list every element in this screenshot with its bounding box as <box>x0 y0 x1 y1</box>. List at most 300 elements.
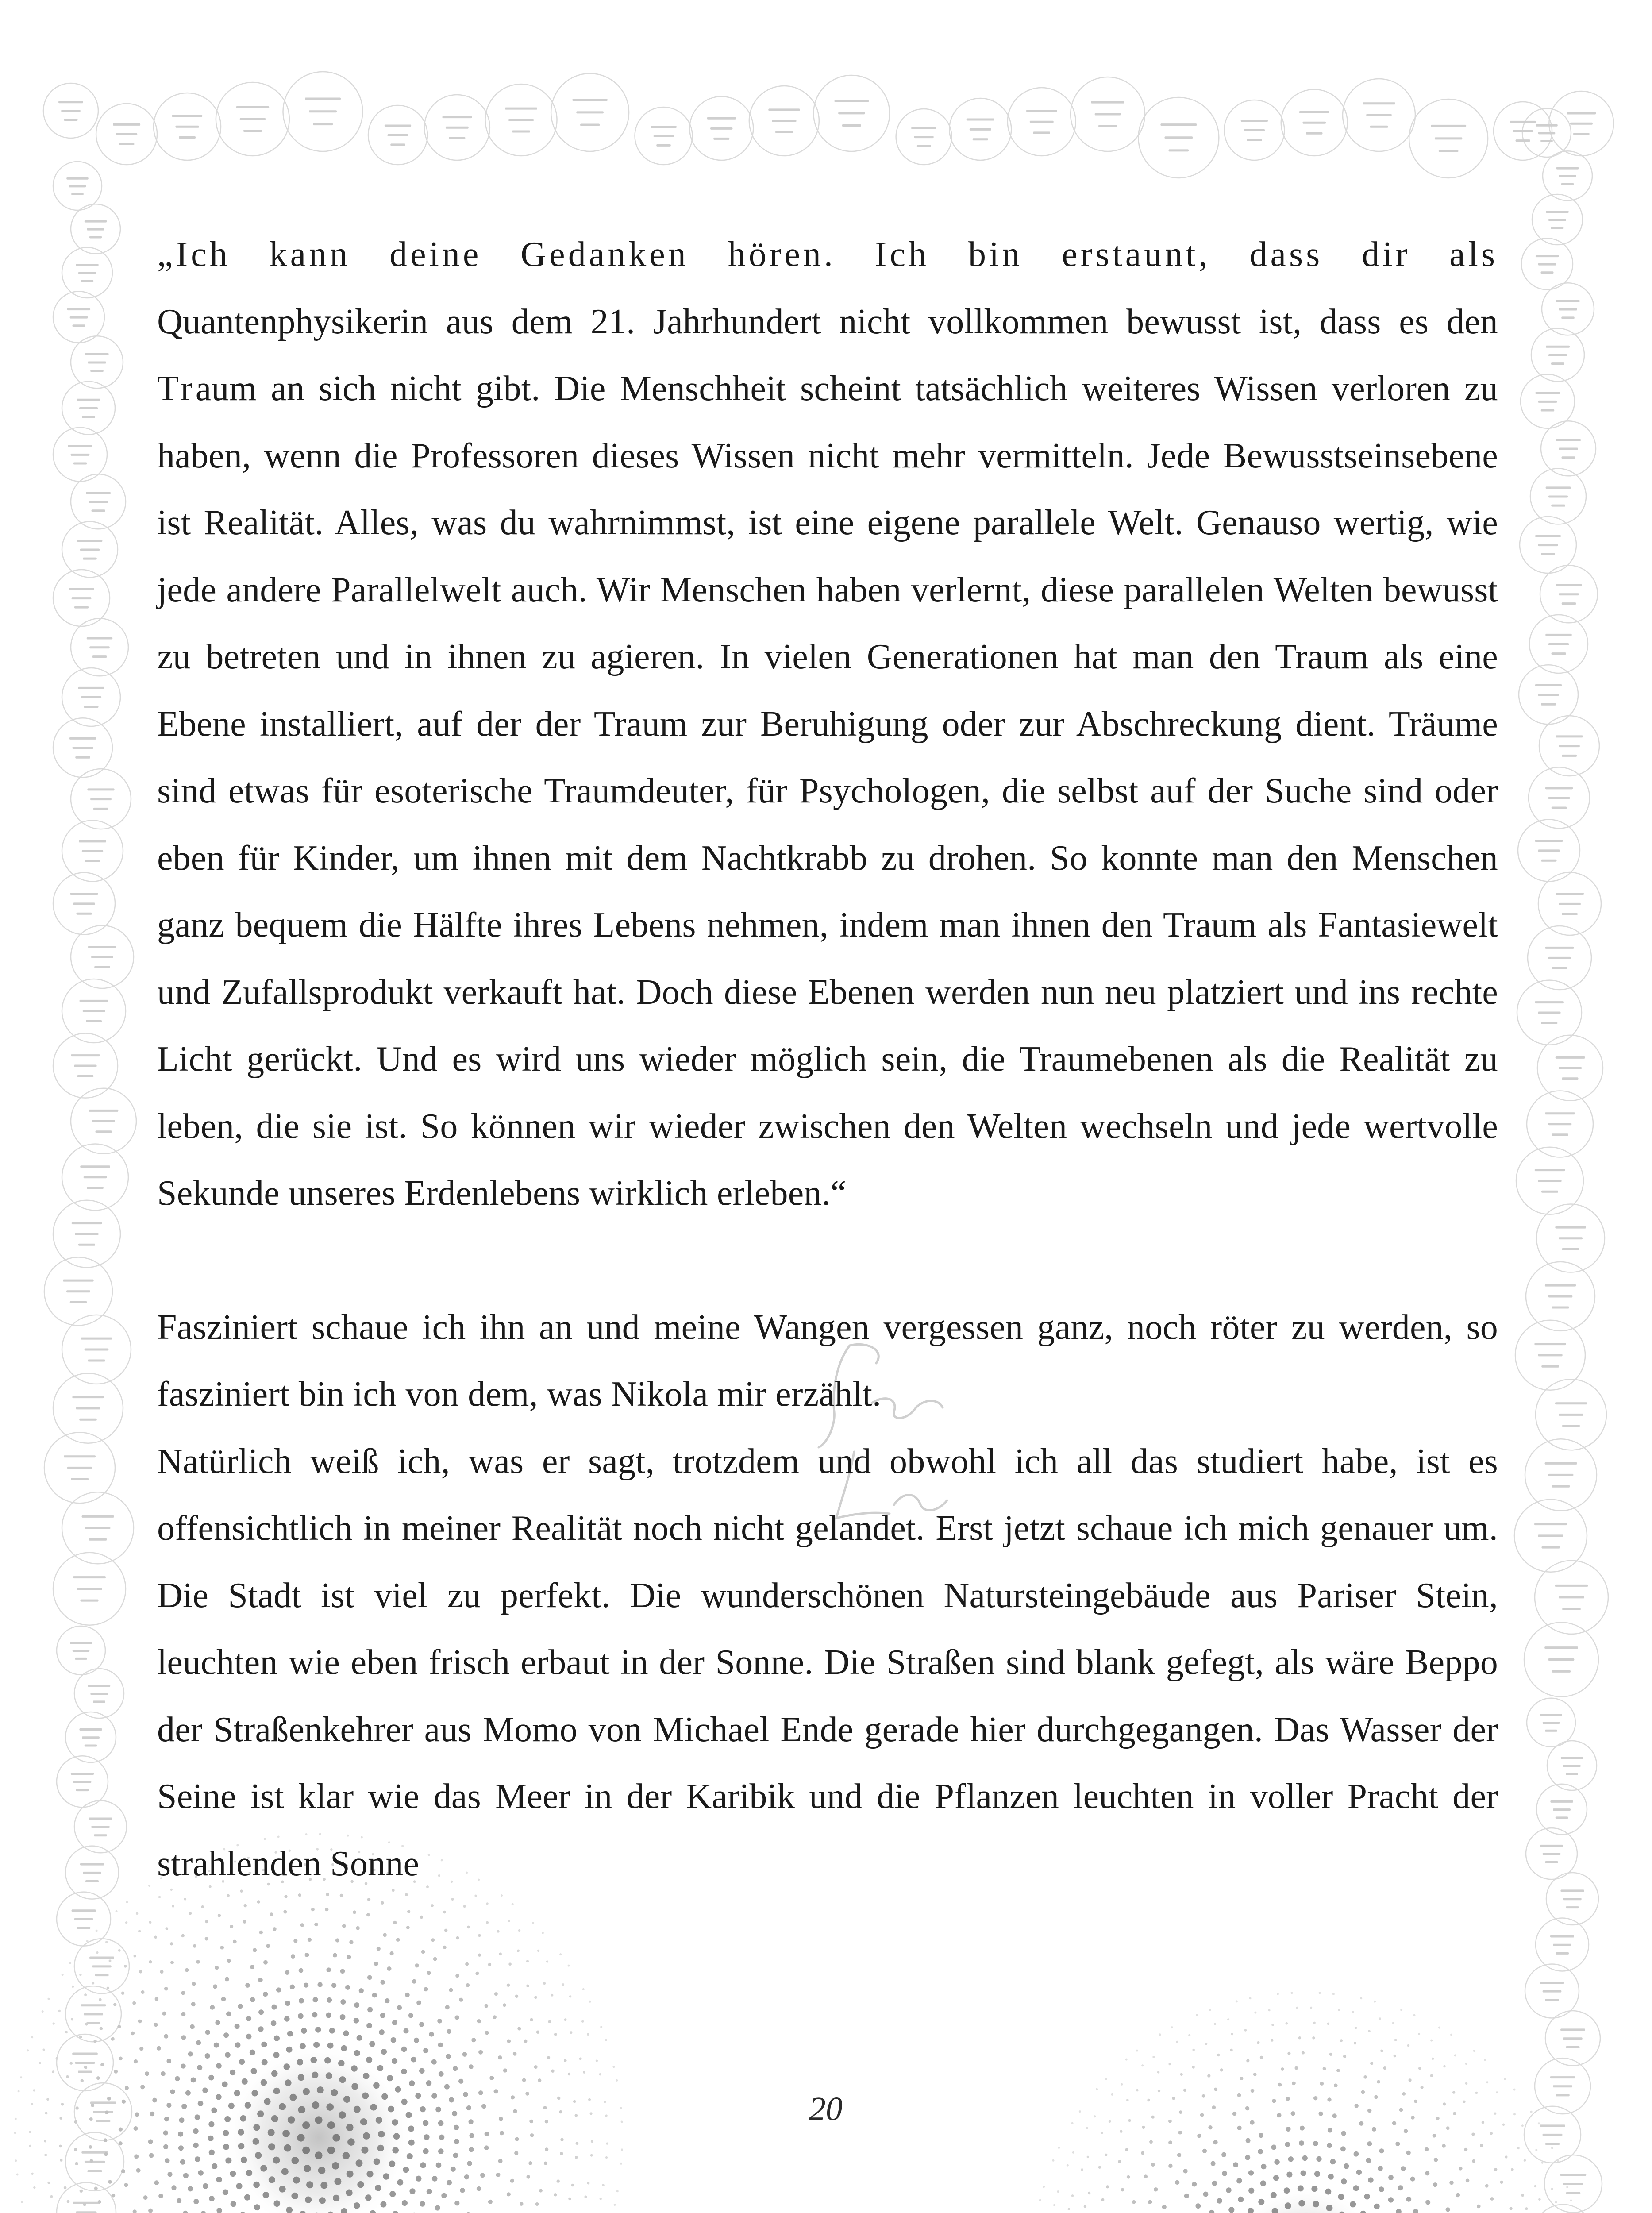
mandala-dot <box>132 2001 136 2005</box>
mandala-dot <box>581 2020 584 2023</box>
mandala-dot <box>138 2020 142 2024</box>
mandala-dot <box>205 2030 210 2035</box>
affirmation-circle-mark <box>72 1396 104 1398</box>
affirmation-circle-mark <box>1538 401 1557 403</box>
mandala-dot <box>250 2050 255 2055</box>
mandala-dot <box>74 2120 77 2124</box>
mandala-dot <box>190 2024 195 2029</box>
mandala-dot <box>444 2084 450 2090</box>
mandala-dot <box>397 2005 402 2010</box>
mandala-dot <box>1158 2090 1160 2092</box>
mandala-dot <box>1551 2147 1553 2149</box>
mandala-dot <box>138 1930 141 1932</box>
mandala-dot <box>1286 2022 1288 2025</box>
mandala-dot <box>1482 2121 1484 2124</box>
mandala-dot <box>1541 2162 1544 2164</box>
mandala-dot <box>42 2010 44 2013</box>
mandala-dot <box>424 2134 429 2140</box>
affirmation-circle-mark <box>96 2120 111 2122</box>
mandala-dot <box>1068 2208 1071 2210</box>
mandala-dot <box>1383 2066 1386 2070</box>
affirmation-circle-mark <box>240 118 266 120</box>
mandala-dot <box>107 1987 110 1990</box>
mandala-dot <box>1301 2171 1306 2176</box>
mandala-dot <box>507 1984 510 1987</box>
mandala-dot <box>475 1972 479 1975</box>
mandala-dot <box>161 2071 166 2076</box>
mandala-dot <box>437 2019 442 2024</box>
mandala-dot <box>1396 2209 1401 2213</box>
mandala-dot <box>1260 2180 1266 2186</box>
mandala-dot <box>1325 2189 1331 2195</box>
affirmation-circle-mark <box>505 108 537 110</box>
affirmation-circle-mark <box>88 362 106 364</box>
mandala-dot <box>234 2090 240 2096</box>
mandala-dot <box>393 1921 397 1924</box>
mandala-dot <box>1330 2159 1336 2164</box>
mandala-dot <box>486 1921 489 1924</box>
mandala-dot <box>126 1901 128 1903</box>
mandala-dot <box>395 2086 401 2093</box>
mandala-dot <box>535 2202 539 2206</box>
mandala-dot <box>590 2112 593 2115</box>
mandala-dot <box>366 2023 372 2028</box>
mandala-dot <box>47 2182 50 2184</box>
mandala-dot <box>1364 2194 1370 2199</box>
mandala-dot <box>283 1910 287 1914</box>
mandala-dot <box>27 2049 29 2051</box>
mandala-dot <box>493 2015 497 2019</box>
mandala-dot <box>526 1985 529 1988</box>
mandala-dot <box>1459 2167 1463 2171</box>
affirmation-circle-mark <box>87 637 113 640</box>
mandala-dot <box>367 2007 373 2012</box>
affirmation-circle-mark <box>508 119 534 121</box>
affirmation-circle-mark <box>86 2022 100 2024</box>
mandala-dot <box>383 2173 389 2180</box>
mandala-dot <box>1505 2155 1507 2158</box>
mandala-dot <box>1183 2169 1188 2173</box>
mandala-dot <box>1450 2034 1452 2036</box>
mandala-dot <box>305 2197 312 2203</box>
mandala-dot <box>149 2153 154 2158</box>
mandala-dot <box>180 2159 185 2165</box>
mandala-dot <box>1418 2067 1421 2070</box>
mandala-dot <box>545 2120 548 2123</box>
mandala-dot <box>378 2131 385 2137</box>
affirmation-circle-mark <box>77 1927 91 1929</box>
mandala-dot <box>1072 2151 1074 2154</box>
mandala-dot <box>530 2133 534 2137</box>
mandala-dot <box>1271 2192 1277 2198</box>
affirmation-circle-mark <box>1541 703 1556 706</box>
mandala-dot <box>423 2148 429 2154</box>
mandala-dot <box>513 2052 517 2056</box>
mandala-dot <box>1453 2112 1456 2115</box>
mandala-dot <box>108 2180 112 2184</box>
mandala-dot <box>435 2205 440 2211</box>
mandala-dot <box>143 2195 148 2200</box>
mandala-dot <box>1288 2156 1294 2162</box>
mandala-dot <box>376 2117 382 2124</box>
mandala-dot <box>202 2088 208 2093</box>
mandala-dot <box>480 2173 485 2178</box>
mandala-dot <box>1496 2091 1498 2093</box>
mandala-dot <box>392 2147 399 2154</box>
mandala-dot <box>1367 2141 1372 2146</box>
affirmation-circle-mark <box>85 2161 105 2163</box>
mandala-dot <box>300 2043 306 2049</box>
affirmation-circle-mark <box>914 136 934 138</box>
mandala-dot <box>1421 2086 1424 2089</box>
affirmation-circle-mark <box>81 2151 108 2154</box>
mandala-dot <box>1217 2198 1222 2203</box>
mandala-dot <box>568 2073 571 2076</box>
mandala-dot <box>538 2078 541 2082</box>
mandala-dot <box>141 1990 145 1994</box>
mandala-dot <box>424 1987 428 1991</box>
mandala-dot <box>455 1974 459 1978</box>
mandala-dot <box>205 1920 208 1923</box>
mandala-dot <box>250 1965 254 1969</box>
mandala-dot <box>183 2211 188 2213</box>
affirmation-circle-mark <box>1562 755 1577 757</box>
mandala-dot <box>548 2020 551 2023</box>
mandala-dot <box>205 2053 210 2059</box>
mandala-dot <box>599 2073 601 2075</box>
mandala-dot <box>79 2036 82 2039</box>
mandala-dot <box>420 2201 425 2207</box>
mandala-dot <box>253 2182 260 2188</box>
mandala-dot <box>551 1994 553 1997</box>
affirmation-circle-mark <box>580 124 600 126</box>
affirmation-circle-mark <box>443 116 472 118</box>
mandala-dot <box>383 1933 387 1937</box>
affirmation-circle-mark <box>1556 735 1583 737</box>
mandala-dot <box>1466 2179 1470 2183</box>
affirmation-circle-mark <box>79 840 106 842</box>
mandala-dot <box>100 2027 103 2030</box>
mandala-dot <box>239 2059 245 2065</box>
mandala-dot <box>122 2100 126 2104</box>
mandala-dot <box>314 1923 318 1927</box>
mandala-dot <box>356 2159 363 2167</box>
mandala-dot <box>332 2162 339 2170</box>
affirmation-circle-mark <box>1566 1773 1578 1775</box>
mandala-dot <box>1254 2012 1256 2014</box>
mandala-dot <box>420 2162 426 2168</box>
mandala-dot <box>584 2196 587 2198</box>
mandala-dot <box>326 1967 331 1972</box>
mandala-dot <box>20 2076 22 2078</box>
mandala-dot <box>193 2128 199 2134</box>
mandala-dot <box>1081 2168 1083 2171</box>
mandala-dot <box>488 2200 493 2204</box>
affirmation-circle-mark <box>1538 1011 1560 1014</box>
mandala-dot <box>1154 2187 1158 2191</box>
mandala-dot <box>304 2165 311 2172</box>
affirmation-circle-mark <box>1540 1982 1564 1984</box>
mandala-dot <box>1222 2171 1227 2176</box>
affirmation-circle-mark <box>1545 1112 1575 1114</box>
affirmation-circle-mark <box>1545 947 1574 949</box>
mandala-dot <box>1298 2200 1305 2207</box>
mandala-dot <box>1343 2055 1346 2058</box>
mandala-dot <box>266 1944 270 1948</box>
affirmation-circle-mark <box>1548 1474 1574 1476</box>
mandala-dot <box>1202 2094 1205 2098</box>
mandala-dot <box>1144 2174 1148 2178</box>
mandala-dot <box>42 2048 45 2051</box>
mandala-dot <box>375 2185 381 2191</box>
mandala-dot <box>140 2085 145 2089</box>
mandala-dot <box>203 2183 208 2189</box>
mandala-dot <box>1452 2091 1455 2093</box>
affirmation-circle-mark <box>835 100 869 102</box>
affirmation-circle-mark <box>85 1527 111 1529</box>
affirmation-circle-mark <box>72 1222 102 1224</box>
mandala-dot <box>251 2068 257 2074</box>
affirmation-circle-mark <box>1561 183 1574 185</box>
mandala-dot <box>261 2079 267 2086</box>
mandala-dot <box>297 2059 303 2066</box>
mandala-dot <box>582 1988 585 1990</box>
mandala-dot <box>225 1977 229 1982</box>
mandala-dot <box>1510 2207 1513 2210</box>
mandala-dot <box>433 1957 437 1961</box>
affirmation-circle-mark <box>88 1685 110 1687</box>
mandala-dot <box>65 2031 68 2033</box>
mandala-dot <box>438 2043 443 2047</box>
affirmation-circle-mark <box>1306 132 1323 135</box>
mandala-dot <box>614 2204 616 2206</box>
mandala-dot <box>387 1966 392 1971</box>
mandala-dot <box>557 2179 560 2182</box>
mandala-dot <box>297 2134 304 2141</box>
affirmation-circle-mark <box>313 123 333 125</box>
mandala-dot <box>113 2003 116 2006</box>
mandala-dot <box>163 2144 168 2149</box>
mandala-dot <box>240 2115 246 2122</box>
mandala-dot <box>293 1939 297 1943</box>
mandala-dot <box>449 2097 454 2103</box>
mandala-dot <box>157 2046 161 2051</box>
mandala-dot <box>1394 2055 1396 2057</box>
mandala-dot <box>1320 2082 1324 2086</box>
mandala-dot <box>1271 2145 1276 2150</box>
affirmation-circle-mark <box>1540 140 1553 142</box>
affirmation-circle-mark <box>390 143 405 146</box>
mandala-dot <box>72 1986 74 1988</box>
mandala-dot <box>286 2047 293 2053</box>
mandala-dot <box>225 2158 231 2164</box>
mandala-dot <box>1538 2198 1541 2201</box>
affirmation-circle-mark <box>68 445 92 447</box>
mandala-dot <box>14 2132 16 2134</box>
mandala-dot <box>327 2043 334 2049</box>
mandala-dot <box>155 1997 159 2001</box>
affirmation-circle-mark <box>69 588 94 590</box>
mandala-dot <box>1109 2120 1111 2123</box>
mandala-dot <box>1313 2141 1318 2146</box>
mandala-dot <box>353 1910 356 1914</box>
mandala-dot <box>288 2116 295 2124</box>
mandala-dot <box>1236 2178 1242 2183</box>
mandala-dot <box>89 2117 93 2121</box>
mandala-dot <box>1454 2054 1456 2056</box>
mandala-dot <box>1326 2205 1333 2211</box>
mandala-dot <box>268 2143 275 2150</box>
mandala-dot <box>1434 2158 1438 2162</box>
affirmation-circle-mark <box>446 127 469 129</box>
mandala-dot <box>1513 2113 1516 2115</box>
mandala-dot <box>431 2059 437 2065</box>
mandala-dot <box>1171 2026 1173 2028</box>
affirmation-circle-mark <box>1562 1425 1580 1427</box>
mandala-dot <box>1246 2059 1249 2062</box>
mandala-dot <box>341 2045 347 2051</box>
affirmation-circle-mark <box>79 1419 97 1421</box>
affirmation-circle-mark <box>93 808 108 810</box>
affirmation-circle-mark <box>1556 1056 1585 1059</box>
affirmation-circle-mark <box>775 131 793 133</box>
affirmation-circle-mark <box>70 893 98 895</box>
mandala-dot <box>116 1910 118 1912</box>
mandala-dot <box>246 2034 252 2040</box>
mandala-dot <box>1350 2201 1356 2207</box>
mandala-dot <box>1221 2152 1226 2157</box>
mandala-dot <box>1352 2011 1354 2013</box>
mandala-dot <box>326 2013 331 2018</box>
mandala-dot <box>196 2040 201 2045</box>
mandala-dot <box>253 2124 260 2131</box>
mandala-dot <box>263 1992 268 1997</box>
mandala-dot <box>284 2063 290 2070</box>
mandala-dot <box>1126 2099 1129 2101</box>
mandala-dot <box>94 2186 98 2190</box>
affirmation-circle-mark <box>1439 150 1459 152</box>
mandala-dot <box>1319 1992 1321 1994</box>
affirmation-circle <box>1534 2205 1592 2213</box>
mandala-dot <box>212 2163 217 2169</box>
mandala-dot <box>98 2200 101 2204</box>
mandala-dot <box>233 1940 237 1944</box>
mandala-dot <box>357 2181 364 2188</box>
mandala-dot <box>449 1988 453 1992</box>
mandala-dot <box>1473 2050 1475 2052</box>
mandala-dot <box>326 2103 334 2111</box>
mandala-dot <box>164 2117 169 2121</box>
affirmation-circle-mark <box>973 138 988 140</box>
mandala-dot <box>591 2140 593 2143</box>
mandala-dot <box>216 2063 222 2069</box>
mandala-dot <box>1232 2112 1236 2116</box>
mandala-dot <box>139 2047 143 2051</box>
affirmation-circle-mark <box>1543 2134 1563 2136</box>
mandala-dot <box>254 2204 260 2210</box>
mandala-dot <box>1136 2089 1139 2092</box>
mandala-dot <box>1292 2082 1296 2086</box>
mandala-dot <box>1370 2062 1373 2065</box>
mandala-dot <box>170 1961 174 1964</box>
mandala-dot <box>406 1926 410 1929</box>
mandala-dot <box>164 1987 168 1991</box>
mandala-dot <box>303 2088 310 2095</box>
affirmation-circle-mark <box>1164 136 1193 139</box>
affirmation-circle-mark <box>967 119 994 121</box>
mandala-dot <box>1296 2007 1298 2009</box>
mandala-dot <box>1101 2198 1104 2201</box>
affirmation-circle-mark <box>80 1863 104 1866</box>
mandala-dot <box>270 1912 273 1916</box>
affirmation-circle-mark <box>1556 2094 1570 2096</box>
affirmation-circle-mark <box>1553 2085 1572 2087</box>
affirmation-circle-mark <box>77 1588 102 1590</box>
mandala-dot <box>605 2156 608 2159</box>
mandala-dot <box>498 2055 502 2059</box>
affirmation-circle-mark <box>1562 1248 1579 1250</box>
mandala-dot <box>451 1898 454 1901</box>
affirmation-circle-mark <box>93 2111 113 2113</box>
mandala-dot <box>292 2157 299 2164</box>
mandala-dot <box>431 1938 435 1942</box>
mandala-dot <box>373 2082 380 2089</box>
affirmation-circle-mark <box>1540 1714 1562 1716</box>
mandala-dot <box>261 2042 267 2047</box>
mandala-dot <box>91 2104 94 2107</box>
mandala-dot <box>90 2159 93 2163</box>
mandala-dot <box>1260 2056 1263 2059</box>
mandala-dot <box>388 2106 394 2113</box>
mandala-dot <box>452 2111 457 2116</box>
mandala-dot <box>192 1982 196 1986</box>
mandala-dot <box>1142 2126 1145 2129</box>
affirmation-circle-mark <box>1541 271 1554 274</box>
mandala-dot <box>291 2193 298 2199</box>
mandala-dot <box>107 2097 111 2101</box>
mandala-dot <box>438 2148 444 2154</box>
mandala-dot <box>455 2015 459 2020</box>
mandala-dot <box>524 2040 528 2043</box>
affirmation-circle-mark <box>1363 102 1395 104</box>
mandala-dot <box>44 2154 47 2156</box>
mandala-dot <box>253 1948 257 1952</box>
mandala-dot <box>408 2140 415 2146</box>
mandala-dot <box>39 2062 41 2064</box>
affirmation-circle-mark <box>1548 1658 1575 1661</box>
mandala-dot <box>1517 2147 1520 2150</box>
mandala-dot <box>67 2200 70 2203</box>
mandala-dot <box>499 1953 502 1956</box>
affirmation-circle-mark <box>77 1075 94 1077</box>
mandala-dot <box>1211 2161 1216 2166</box>
mandala-dot <box>1127 2175 1130 2179</box>
mandala-dot <box>439 2135 445 2140</box>
mandala-dot <box>402 2200 408 2206</box>
mandala-dot <box>1177 2153 1181 2157</box>
mandala-dot <box>1128 2119 1131 2122</box>
mandala-dot <box>286 2207 293 2213</box>
mandala-dot <box>302 2147 310 2154</box>
mandala-dot <box>367 1975 372 1980</box>
mandala-dot <box>306 2181 313 2188</box>
mandala-dot <box>69 1962 71 1964</box>
affirmation-circle-mark <box>58 101 83 103</box>
affirmation-circle-mark <box>81 1338 112 1340</box>
mandala-dot <box>258 2009 264 2015</box>
mandala-dot <box>1226 2187 1231 2193</box>
mandala-dot <box>181 2035 186 2040</box>
